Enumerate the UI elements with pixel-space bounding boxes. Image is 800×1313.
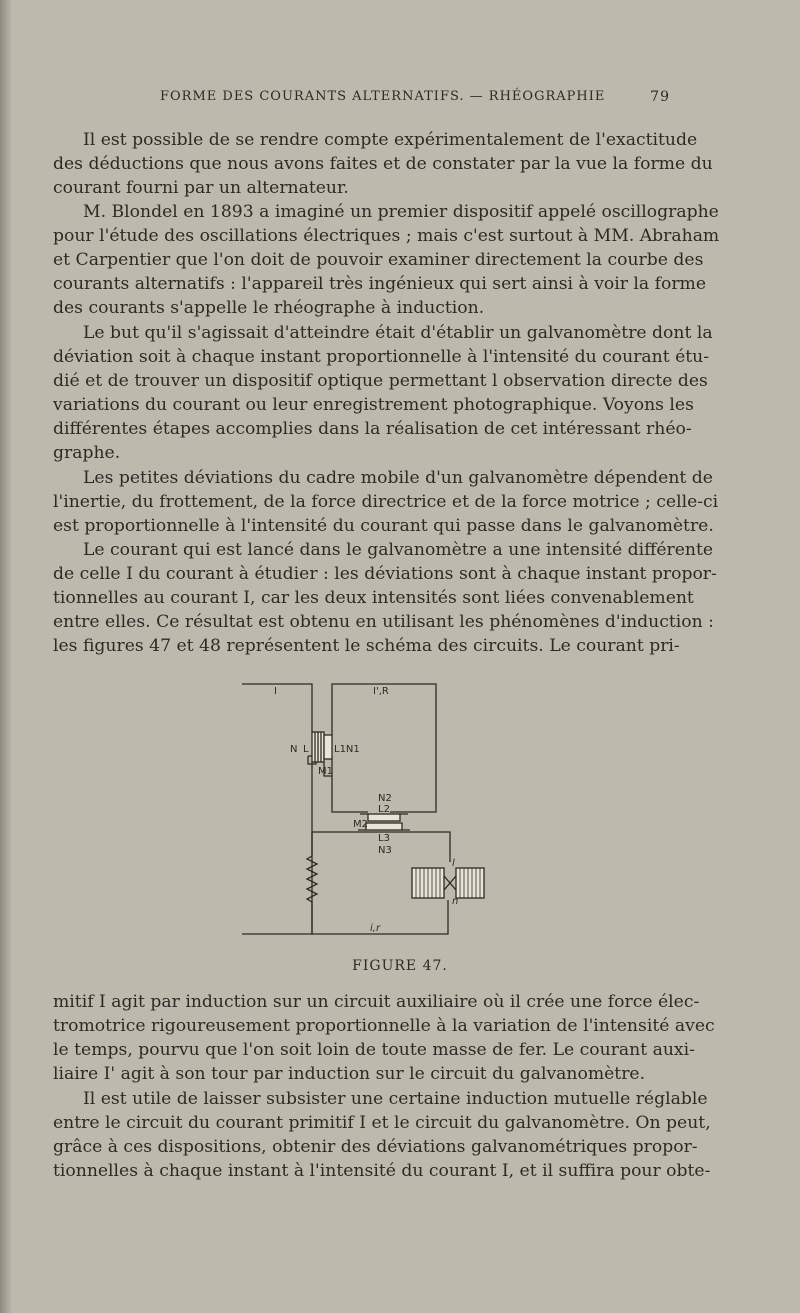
label-M2: M2 [353, 819, 368, 830]
coil-L2 [368, 814, 400, 821]
primary-return-wire [242, 800, 312, 934]
text-line: pour l'étude des oscillations électriques ; mais c'est surtout à MM. Abraham [53, 226, 720, 247]
page-edge [0, 0, 12, 1313]
label-L: L [303, 744, 309, 755]
label-L1N1: L1N1 [334, 744, 360, 755]
text-line: Le but qu'il s'agissait d'atteindre était d'établir un galvanomètre dont la [83, 323, 713, 343]
text-line: entre le circuit du courant primitif I et le circuit du galvanomètre. On peut, [53, 1113, 711, 1134]
coil-L3 [366, 823, 402, 830]
text-line: Le courant qui est lancé dans le galvanomètre a une intensité différente [83, 540, 714, 560]
paragraph-3 [53, 321, 713, 466]
text-line: tionnelles à chaque instant à l'intensité du courant I, et il suffira pour obte- [53, 1161, 711, 1182]
text-line: de celle I du courant à étudier : les déviations sont à chaque instant propor- [53, 564, 717, 585]
paragraph-7 [53, 1087, 711, 1183]
paragraph-2 [53, 200, 720, 320]
text-line: le temps, pourvu que l'on soit loin de toute masse de fer. Le courant auxi- [53, 1040, 695, 1061]
text-line: déviation soit à chaque instant proportionnelle à l'intensité du courant étu- [53, 347, 710, 368]
text-line: des courants s'appelle le rhéographe à induction. [53, 298, 485, 319]
label-N2: N2 [378, 793, 392, 804]
text-line: différentes étapes accomplies dans la réalisation de cet intéressant rhéo- [53, 419, 692, 440]
label-N3: N3 [378, 845, 392, 856]
text-line: les figures 47 et 48 représentent le schéma des circuits. Le courant pri- [53, 636, 680, 657]
text-line: graphe. [53, 443, 121, 464]
paragraph-5 [53, 538, 717, 658]
text-line: tromotrice rigoureusement proportionnelle à la variation de l'intensité avec [53, 1016, 715, 1037]
label-L3: L3 [378, 833, 390, 844]
text-line: Les petites déviations du cadre mobile d'un galvanomètre dépendent de [83, 468, 713, 488]
text-line: liaire I' agit à son tour par induction sur le circuit du galvanomètre. [53, 1064, 646, 1085]
running-title: FORME DES COURANTS ALTERNATIFS. — RHÉOGRAPHIE [160, 89, 606, 104]
text-line: entre elles. Ce résultat est obtenu en utilisant les phénomènes d'induction : [53, 612, 714, 633]
coil-L1 [324, 735, 332, 759]
label-ir: i,r [370, 923, 381, 934]
text-line: tionnelles au courant I, car les deux intensités sont liées convenablement [53, 588, 694, 609]
mirror-loop [444, 876, 456, 890]
label-I: I [274, 686, 277, 697]
text-line: grâce à ces dispositions, obtenir des déviations galvanométriques propor- [53, 1137, 698, 1158]
primary-wire [242, 684, 312, 732]
running-header [160, 89, 670, 107]
page-number: 79 [650, 89, 670, 105]
text-line: l'inertie, du frottement, de la force directrice et de la force motrice ; celle-ci [53, 492, 719, 513]
text-line: Il est utile de laisser subsister une certaine induction mutuelle réglable [83, 1089, 708, 1109]
figure-caption: FIGURE 47. [352, 958, 448, 974]
paragraph-4 [53, 466, 719, 538]
label-L2: L2 [378, 804, 390, 815]
text-line: dié et de trouver un dispositif optique permettant l observation directe des [53, 371, 708, 392]
text-line: Il est possible de se rendre compte expérimentalement de l'exactitude [83, 130, 698, 150]
text-line: mitif I agit par induction sur un circuit auxiliaire où il crée une force élec- [53, 992, 700, 1012]
paragraph-1 [53, 128, 713, 200]
text-line: M. Blondel en 1893 a imaginé un premier dispositif appelé oscillographe [83, 202, 719, 222]
label-l: l [452, 858, 455, 869]
text-line: et Carpentier que l'on doit de pouvoir examiner directement la courbe des [53, 250, 704, 271]
label-M1: M1 [318, 766, 333, 777]
label-N: N [290, 744, 298, 755]
text-line: des déductions que nous avons faites et de constater par la vue la forme du [53, 154, 713, 175]
label-n: n [452, 896, 459, 907]
text-line: variations du courant ou leur enregistrement photographique. Voyons les [53, 395, 694, 416]
text-line: courant fourni par un alternateur. [53, 178, 349, 199]
figure-47-circuit-diagram [240, 680, 500, 940]
label-I-prime-R: I',R [373, 686, 389, 697]
text-line: courants alternatifs : l'appareil très ingénieux qui sert ainsi à voir la forme [53, 274, 707, 295]
paragraph-6 [53, 990, 715, 1086]
text-line: est proportionnelle à l'intensité du courant qui passe dans le galvanomètre. [53, 516, 714, 537]
